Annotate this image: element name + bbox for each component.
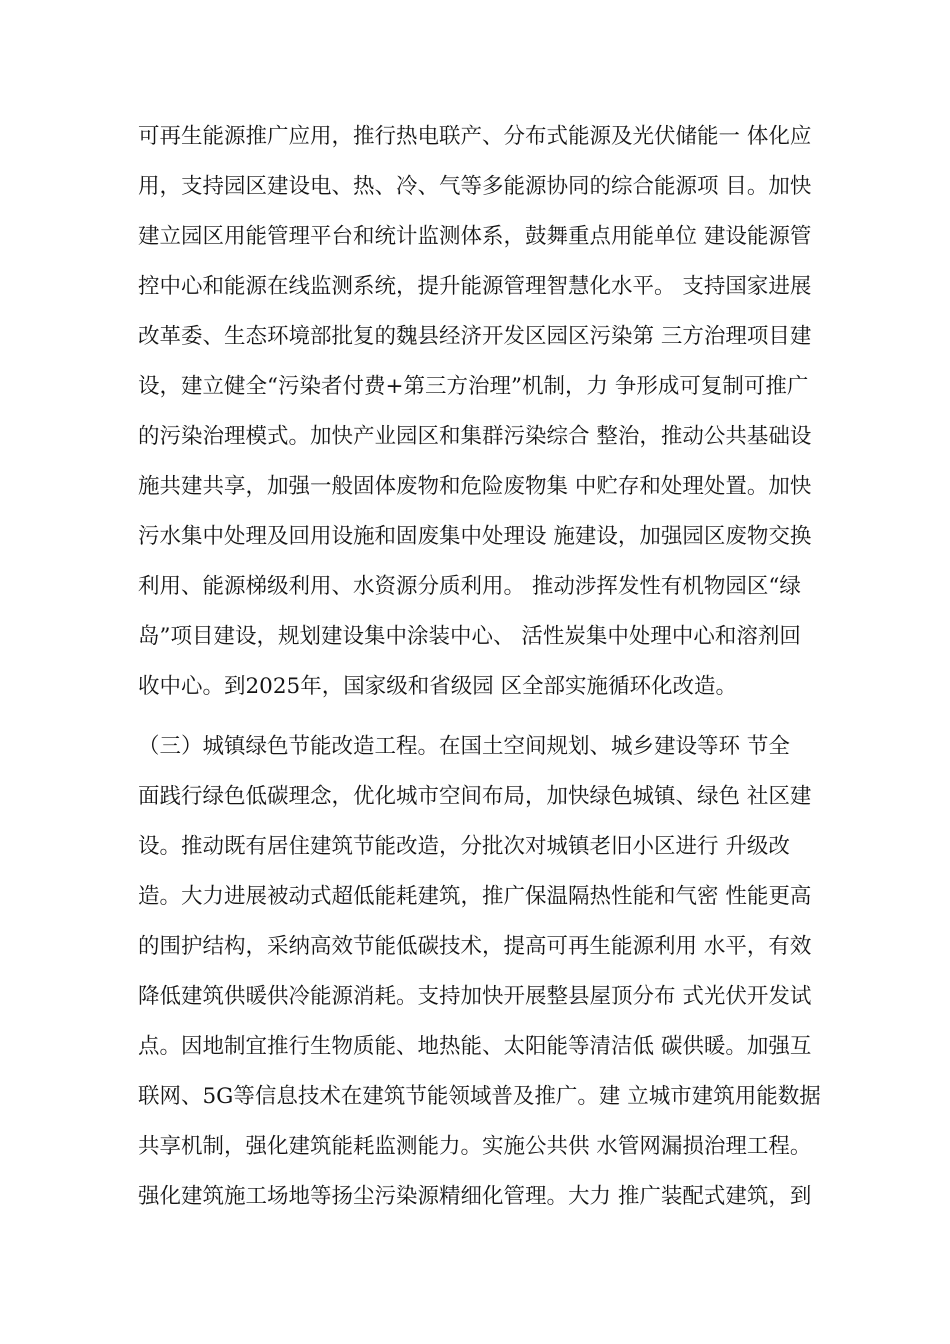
text-line: 设，建立健全“污染者付费+第三方治理”机制，力 争形成可复制可推广 xyxy=(138,374,809,399)
text-line: 用，支持园区建设电、热、冷、气等多能源协同的综合能源项 目。加快 xyxy=(138,174,812,199)
text-line: 污水集中处理及回用设施和固废集中处理设 施建设，加强园区废物交换 xyxy=(138,524,812,549)
text-line: 控中心和能源在线监测系统，提升能源管理智慧化水平。 支持国家进展 xyxy=(138,274,812,299)
text-line: 岛”项目建设，规划建设集中涂装中心、 活性炭集中处理中心和溶剂回 xyxy=(138,624,801,649)
text-line: 施共建共享，加强一般固体废物和危险废物集 中贮存和处理处置。加快 xyxy=(138,474,812,499)
text-line: 面践行绿色低碳理念，优化城市空间布局，加快绿色城镇、绿色 社区建 xyxy=(138,784,812,809)
text-line: 的污染治理模式。加快产业园区和集群污染综合 整治，推动公共基础设 xyxy=(138,424,812,449)
text-line: 强化建筑施工场地等扬尘污染源精细化管理。大力 推广装配式建筑，到 xyxy=(138,1184,812,1209)
text-line: （三）城镇绿色节能改造工程。在国土空间规划、城乡建设等环 节全 xyxy=(138,734,790,759)
text-line: 联网、5G等信息技术在建筑节能领域普及推广。建 立城市建筑用能数据 xyxy=(138,1084,821,1109)
text-line: 造。大力进展被动式超低能耗建筑，推广保温隔热性能和气密 性能更高 xyxy=(138,884,812,909)
text-line: 降低建筑供暖供冷能源消耗。支持加快开展整县屋顶分布 式光伏开发试 xyxy=(138,984,812,1009)
text-line: 收中心。到2025年，国家级和省级园 区全部实施循环化改造。 xyxy=(138,674,738,699)
text-line: 共享机制，强化建筑能耗监测能力。实施公共供 水管网漏损治理工程。 xyxy=(138,1134,812,1159)
text-line: 建立园区用能管理平台和统计监测体系，鼓舞重点用能单位 建设能源管 xyxy=(138,224,812,249)
text-line: 设。推动既有居住建筑节能改造，分批次对城镇老旧小区进行 升级改 xyxy=(138,834,790,859)
text-line: 可再生能源推广应用，推行热电联产、分布式能源及光伏储能一 体化应 xyxy=(138,124,812,149)
text-line: 的围护结构，采纳高效节能低碳技术，提高可再生能源利用 水平，有效 xyxy=(138,934,812,959)
text-line: 利用、能源梯级利用、水资源分质利用。 推动涉挥发性有机物园区“绿 xyxy=(138,574,801,599)
text-line: 改革委、生态环境部批复的魏县经济开发区园区污染第 三方治理项目建 xyxy=(138,324,812,349)
text-line: 点。因地制宜推行生物质能、地热能、太阳能等清洁低 碳供暖。加强互 xyxy=(138,1034,812,1059)
